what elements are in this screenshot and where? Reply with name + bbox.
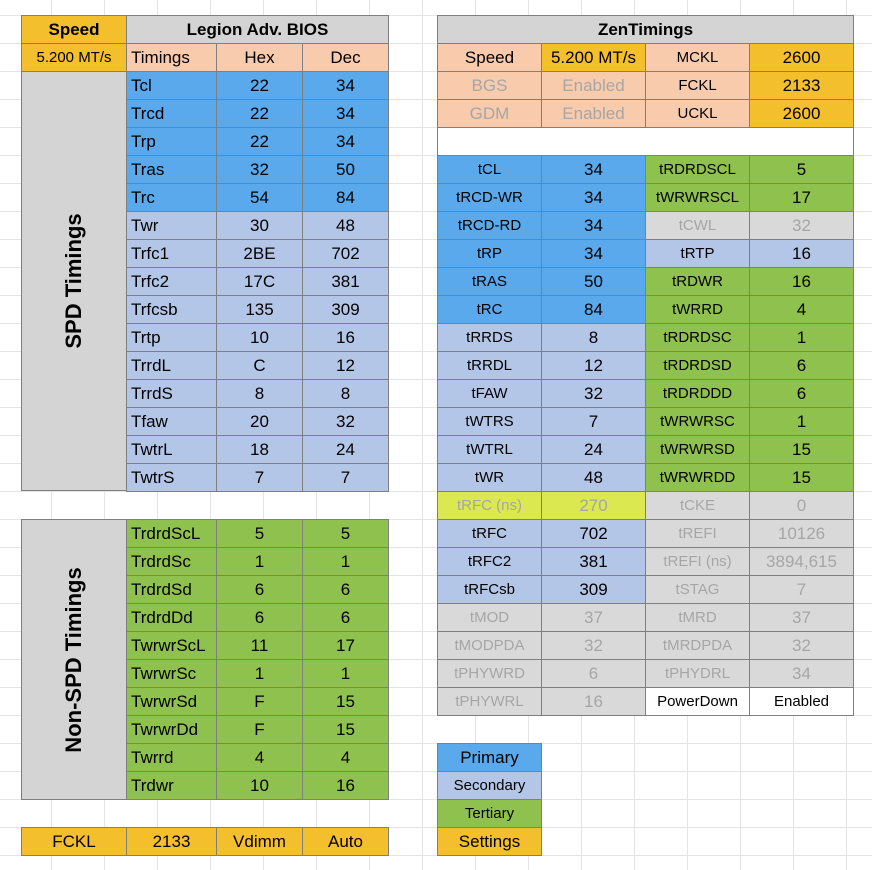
- zen-timing-value: 15: [749, 463, 854, 492]
- spd-row-name: Tras: [126, 155, 217, 184]
- zen-timing-name: tREFI: [645, 519, 750, 548]
- zen-timing-name: tMODPDA: [437, 631, 542, 660]
- nonspd-row-hex: 6: [216, 603, 303, 632]
- zen-timing-name: tWRWRDD: [645, 463, 750, 492]
- zen-timing-value: 8: [541, 323, 646, 352]
- legend-settings: Settings: [437, 827, 542, 856]
- zen-info-value: Enabled: [541, 71, 646, 100]
- spd-row-dec: 16: [302, 323, 389, 352]
- col-timings-header: Timings: [126, 43, 217, 72]
- zen-timing-name: tRC: [437, 295, 542, 324]
- nonspd-row-hex: F: [216, 687, 303, 716]
- zen-info-value: 5.200 MT/s: [541, 43, 646, 72]
- spd-row-hex: 18: [216, 435, 303, 464]
- nonspd-row-dec: 6: [302, 575, 389, 604]
- zen-timing-name: tWRRD: [645, 295, 750, 324]
- zen-timing-value: 7: [749, 575, 854, 604]
- spd-row-hex: 7: [216, 463, 303, 492]
- spd-row-name: Tfaw: [126, 407, 217, 436]
- spd-timings-group: [21, 71, 127, 491]
- nonspd-timings-label: Non-SPD Timings: [61, 566, 86, 753]
- zen-clock-value: 2600: [749, 43, 854, 72]
- zen-info-label: BGS: [437, 71, 542, 100]
- zen-info-label: Speed: [437, 43, 542, 72]
- nonspd-row-dec: 15: [302, 715, 389, 744]
- zen-timing-value: 12: [541, 351, 646, 380]
- nonspd-row-hex: 1: [216, 547, 303, 576]
- nonspd-row-name: Trdwr: [126, 771, 217, 800]
- spd-row-name: Tcl: [126, 71, 217, 100]
- spd-row-hex: 32: [216, 155, 303, 184]
- zen-timing-name: tCKE: [645, 491, 750, 520]
- spd-row-name: TwtrL: [126, 435, 217, 464]
- zen-timing-value: 24: [541, 435, 646, 464]
- col-hex-header: Hex: [216, 43, 303, 72]
- spd-row-dec: 34: [302, 127, 389, 156]
- zen-clock-value: 2133: [749, 71, 854, 100]
- zen-timing-value: 5: [749, 155, 854, 184]
- zen-timing-value: 6: [749, 379, 854, 408]
- zen-timing-name: tRDWR: [645, 267, 750, 296]
- zen-timing-value: 34: [541, 155, 646, 184]
- nonspd-row-dec: 6: [302, 603, 389, 632]
- zen-timing-value: 3894,615: [749, 547, 854, 576]
- nonspd-row-hex: F: [216, 715, 303, 744]
- zen-timing-value: 15: [749, 435, 854, 464]
- zen-timing-name: tRFC: [437, 519, 542, 548]
- spd-row-name: TrrdS: [126, 379, 217, 408]
- legend-tertiary: Tertiary: [437, 799, 542, 828]
- nonspd-row-hex: 4: [216, 743, 303, 772]
- nonspd-timings-group: [21, 519, 127, 800]
- col-dec-header: Dec: [302, 43, 389, 72]
- spd-row-hex: 20: [216, 407, 303, 436]
- zen-info-value: Enabled: [541, 99, 646, 128]
- zen-timing-name: tRFC (ns): [437, 491, 542, 520]
- zen-clock-label: MCKL: [645, 43, 750, 72]
- footer-vdimm-value: Auto: [302, 827, 389, 856]
- zen-timing-value: 37: [541, 603, 646, 632]
- nonspd-row-hex: 10: [216, 771, 303, 800]
- spd-row-dec: 7: [302, 463, 389, 492]
- spd-row-hex: 22: [216, 127, 303, 156]
- spd-row-dec: 34: [302, 99, 389, 128]
- zen-timing-name: tRDRDSC: [645, 323, 750, 352]
- zen-timing-name: tWTRS: [437, 407, 542, 436]
- footer-vdimm-label: Vdimm: [216, 827, 303, 856]
- nonspd-row-name: TwrwrSd: [126, 687, 217, 716]
- zen-timing-name: tPHYDRL: [645, 659, 750, 688]
- spd-row-dec: 702: [302, 239, 389, 268]
- legion-bios-title: Legion Adv. BIOS: [126, 15, 389, 44]
- nonspd-row-hex: 6: [216, 575, 303, 604]
- nonspd-row-name: TwrwrDd: [126, 715, 217, 744]
- spd-row-name: Trfcsb: [126, 295, 217, 324]
- zen-timing-name: tWTRL: [437, 435, 542, 464]
- spd-row-name: Trfc1: [126, 239, 217, 268]
- zen-timing-name: tRFC2: [437, 547, 542, 576]
- zen-timing-value: 7: [541, 407, 646, 436]
- spd-row-hex: 8: [216, 379, 303, 408]
- zen-timing-value: 17: [749, 183, 854, 212]
- zen-timing-name: tPHYWRD: [437, 659, 542, 688]
- spd-row-hex: 2BE: [216, 239, 303, 268]
- spd-row-hex: 22: [216, 71, 303, 100]
- spd-row-hex: C: [216, 351, 303, 380]
- zen-timing-value: 16: [541, 687, 646, 716]
- nonspd-row-name: Twrrd: [126, 743, 217, 772]
- nonspd-row-name: TwrwrSc: [126, 659, 217, 688]
- zen-timing-value: 84: [541, 295, 646, 324]
- zen-timing-name: tMRD: [645, 603, 750, 632]
- zen-timing-name: tRFCsb: [437, 575, 542, 604]
- zen-timing-value: 32: [541, 631, 646, 660]
- spd-timings-label: SPD Timings: [61, 213, 86, 349]
- zen-timing-name: tRTP: [645, 239, 750, 268]
- zen-timing-value: 6: [749, 351, 854, 380]
- zen-timing-value: 34: [541, 183, 646, 212]
- zen-clock-value: 2600: [749, 99, 854, 128]
- spd-row-dec: 8: [302, 379, 389, 408]
- nonspd-row-name: TrdrdSd: [126, 575, 217, 604]
- nonspd-row-hex: 11: [216, 631, 303, 660]
- zen-timing-name: tFAW: [437, 379, 542, 408]
- nonspd-row-hex: 5: [216, 519, 303, 548]
- zen-timing-name: tREFI (ns): [645, 547, 750, 576]
- footer-fckl-value: 2133: [126, 827, 217, 856]
- zen-timing-value: 34: [541, 211, 646, 240]
- spd-row-dec: 32: [302, 407, 389, 436]
- zen-timing-value: 34: [541, 239, 646, 268]
- zen-timing-name: tWRWRSCL: [645, 183, 750, 212]
- nonspd-row-dec: 17: [302, 631, 389, 660]
- zen-timing-value: 37: [749, 603, 854, 632]
- zen-timing-name: tRP: [437, 239, 542, 268]
- spd-row-hex: 30: [216, 211, 303, 240]
- spd-row-name: Trtp: [126, 323, 217, 352]
- spd-row-hex: 54: [216, 183, 303, 212]
- spd-row-dec: 48: [302, 211, 389, 240]
- zen-timing-name: tRDRDSD: [645, 351, 750, 380]
- zen-timing-name: tWRWRSC: [645, 407, 750, 436]
- zen-timing-name: tRCD-RD: [437, 211, 542, 240]
- spd-row-hex: 10: [216, 323, 303, 352]
- zen-timing-name: tRDRDDD: [645, 379, 750, 408]
- nonspd-row-dec: 1: [302, 547, 389, 576]
- spd-row-name: Trc: [126, 183, 217, 212]
- spd-row-name: Trfc2: [126, 267, 217, 296]
- spd-row-dec: 12: [302, 351, 389, 380]
- spd-row-dec: 309: [302, 295, 389, 324]
- zen-timing-name: tSTAG: [645, 575, 750, 604]
- zen-timing-value: 32: [749, 211, 854, 240]
- zen-timing-value: 10126: [749, 519, 854, 548]
- zen-timing-value: 270: [541, 491, 646, 520]
- zen-timing-value: 32: [541, 379, 646, 408]
- zen-timing-value: 16: [749, 267, 854, 296]
- zen-timing-name: tRRDL: [437, 351, 542, 380]
- zen-timing-name: tMRDPDA: [645, 631, 750, 660]
- nonspd-row-dec: 5: [302, 519, 389, 548]
- zen-timing-value: 702: [541, 519, 646, 548]
- spd-row-dec: 381: [302, 267, 389, 296]
- nonspd-row-hex: 1: [216, 659, 303, 688]
- zen-timing-value: 381: [541, 547, 646, 576]
- zen-timing-value: 309: [541, 575, 646, 604]
- nonspd-row-name: TrdrdScL: [126, 519, 217, 548]
- zen-clock-label: UCKL: [645, 99, 750, 128]
- zen-timing-value: 6: [541, 659, 646, 688]
- legend-primary: Primary: [437, 743, 542, 772]
- zen-timing-value: 0: [749, 491, 854, 520]
- spd-row-hex: 17C: [216, 267, 303, 296]
- spd-row-name: Trcd: [126, 99, 217, 128]
- zen-timing-name: tCL: [437, 155, 542, 184]
- nonspd-row-dec: 4: [302, 743, 389, 772]
- spd-row-hex: 135: [216, 295, 303, 324]
- zen-timing-value: 48: [541, 463, 646, 492]
- zen-timing-name: tRAS: [437, 267, 542, 296]
- zen-clock-label: FCKL: [645, 71, 750, 100]
- spd-row-name: Twr: [126, 211, 217, 240]
- footer-fckl-label: FCKL: [21, 827, 127, 856]
- spd-row-dec: 34: [302, 71, 389, 100]
- spd-row-hex: 22: [216, 99, 303, 128]
- zen-timing-value: Enabled: [749, 687, 854, 716]
- zen-timing-value: 50: [541, 267, 646, 296]
- nonspd-row-name: TwrwrScL: [126, 631, 217, 660]
- zen-timing-name: tRCD-WR: [437, 183, 542, 212]
- zen-timing-name: tRRDS: [437, 323, 542, 352]
- zen-timing-name: tRDRDSCL: [645, 155, 750, 184]
- zen-timing-name: tMOD: [437, 603, 542, 632]
- speed-value-cell: 5.200 MT/s: [21, 43, 127, 72]
- zen-timing-value: 32: [749, 631, 854, 660]
- speed-label-cell: Speed: [21, 15, 127, 44]
- nonspd-row-name: TrdrdDd: [126, 603, 217, 632]
- zen-timing-name: tCWL: [645, 211, 750, 240]
- spd-row-name: TrrdL: [126, 351, 217, 380]
- spd-row-name: Trp: [126, 127, 217, 156]
- zen-timing-name: PowerDown: [645, 687, 750, 716]
- nonspd-row-dec: 16: [302, 771, 389, 800]
- zen-spacer-row: [437, 127, 854, 156]
- nonspd-row-name: TrdrdSc: [126, 547, 217, 576]
- zen-timing-value: 4: [749, 295, 854, 324]
- zen-info-label: GDM: [437, 99, 542, 128]
- spd-row-dec: 84: [302, 183, 389, 212]
- zen-timing-name: tWRWRSD: [645, 435, 750, 464]
- nonspd-row-dec: 1: [302, 659, 389, 688]
- zen-timing-name: tPHYWRL: [437, 687, 542, 716]
- nonspd-row-dec: 15: [302, 687, 389, 716]
- zen-timing-value: 1: [749, 407, 854, 436]
- spd-row-dec: 24: [302, 435, 389, 464]
- zen-timing-value: 34: [749, 659, 854, 688]
- zen-timing-name: tWR: [437, 463, 542, 492]
- spd-row-dec: 50: [302, 155, 389, 184]
- legend-secondary: Secondary: [437, 771, 542, 800]
- zentimings-title: ZenTimings: [437, 15, 854, 44]
- zen-timing-value: 1: [749, 323, 854, 352]
- zen-timing-value: 16: [749, 239, 854, 268]
- spd-row-name: TwtrS: [126, 463, 217, 492]
